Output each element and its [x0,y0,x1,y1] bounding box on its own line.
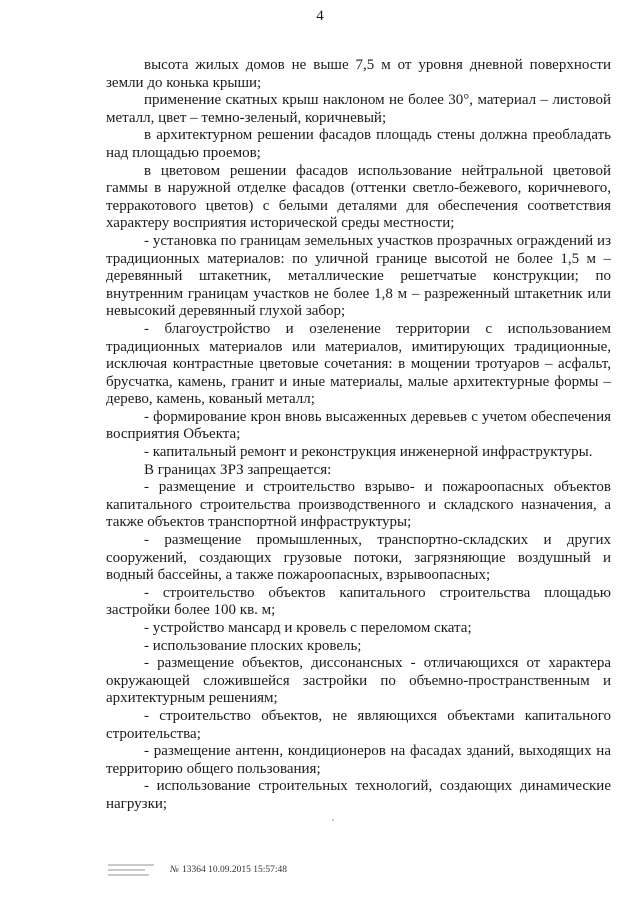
document-body [106,57,611,814]
paragraph-antennas: - размещение антенн, кондиционеров на фасадах зданий, выходящих на территорию общего пользования; [106,743,611,777]
number-sign: № [170,865,179,875]
document-footer [108,862,408,882]
paragraph-pitched-roofs: применение скатных крыш наклоном не более 30°, материал – листовой металл, цвет – темно-зеленый, коричневый; [106,92,611,126]
paragraph-mansard-roofs: - устройство мансард и кровель с переломом ската; [144,620,472,636]
paragraph-building-area-limit: - строительство объектов капитального строительства площадью застройки более 100 кв. м; [106,584,611,619]
paragraph-dynamic-loads: - использование строительных технологий, создающих динамические нагрузки; [106,778,611,812]
paragraph-tree-crowns: - формирование крон вновь высаженных деревьев с учетом обеспечения восприятия Объекта; [106,408,611,443]
paragraph-hazardous-objects: - размещение и строительство взрыво- и пожароопасных объектов капитального строительства производственного и складского назначения, а также объектов транспортной инфраструктуры; [106,479,611,531]
paragraph-industrial-structures: - размещение промышленных, транспортно-складских и других сооружений, создающих грузовые потоки, загрязняющие воздушный и водный бассейны, а также пожароопасных, взрывоопасных; [106,532,611,584]
paragraph-fences: - установка по границам земельных участков прозрачных ограждений из традиционных материалов: по уличной границе высотой не более 1,5 м – деревянный штакетник, металлические решетчатые конструкции; по внутренним границам участков не более 1,8 м – разреженный штакетник или невысокий деревянный глухой забор; [106,232,611,320]
registration-number-date: 13364 10.09.2015 15:57:48 [181,865,287,875]
faded-stamp-mark [108,864,154,878]
paragraph-engineering-repair: - капитальный ремонт и реконструкция инженерной инфраструктуры. [144,444,593,461]
scan-speck [332,819,334,821]
paragraph-building-height: высота жилых домов не выше 7,5 м от уровня дневной поверхности земли до конька крыши; [106,57,611,91]
registration-code [170,864,287,876]
paragraph-landscaping: - благоустройство и озеленение территории с использованием традиционных материалов или материалов, имитирующих традиционные, исключая контрастные цветовые сочетания: в мощении тротуаров – асфальт, брусчатка, камень, гранит и иные материалы, малые архитектурные формы – дерево, камень, кованый металл; [106,320,611,408]
page-number: 4 [316,8,324,24]
paragraph-prohibited-heading: В границах ЗРЗ запрещается: [144,461,332,478]
paragraph-facade-wall-area: в архитектурном решении фасадов площадь стены должна преобладать над площадью проемов; [106,127,611,161]
paragraph-non-capital-objects: - строительство объектов, не являющихся объектами капитального строительства; [106,707,611,742]
paragraph-dissonant-objects: - размещение объектов, диссонансных - отличающихся от характера окружающей сложившейся застройки по объемно-пространственным и архитектурным решениям; [106,655,611,707]
paragraph-facade-colors: в цветовом решении фасадов использование нейтральной цветовой гаммы в наружной отделке фасадов (оттенки светло-бежевого, коричневого, терракотового цветов) с белыми деталями для обеспечения соответствия характеру восприятия исторической среды местности; [106,162,611,232]
paragraph-flat-roofs: - использование плоских кровель; [144,637,362,654]
